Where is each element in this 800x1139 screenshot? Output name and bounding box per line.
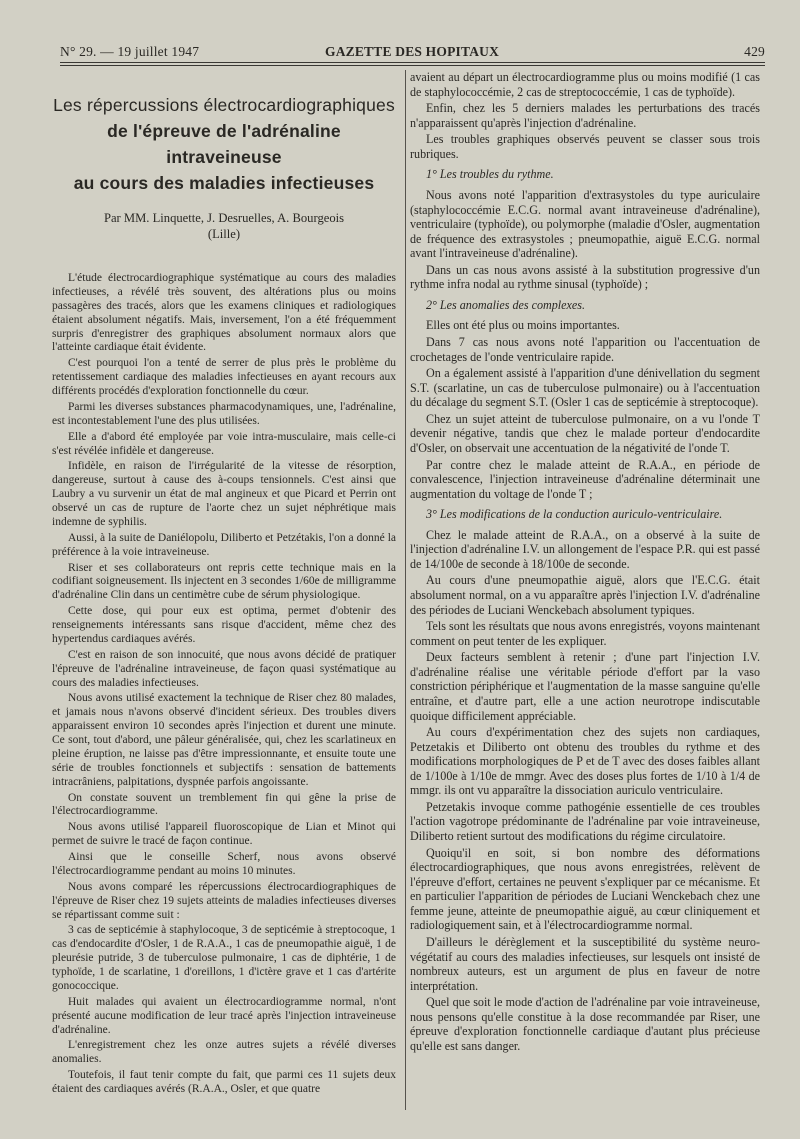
body-paragraph: C'est en raison de son innocuité, que nous avons décidé de pratiquer l'épreuve de l'adrénaline intraveineuse, de façon quasi systématique au cours des maladies infectieuses. bbox=[52, 648, 396, 689]
body-paragraph: Elle a d'abord été employée par voie intra-musculaire, mais celle-ci s'est révélée infidèle et dangereuse. bbox=[52, 430, 396, 457]
section-heading: 3° Les modifications de la conduction auriculo-ventriculaire. bbox=[426, 507, 723, 522]
body-paragraph: Riser et ses collaborateurs ont repris cette technique mais en la codifiant soigneusement. Ils injectent en 3 secondes 1/60e de milligramme d'adrénaline Clin dans un centimètre cube de sérum physiologique. bbox=[52, 561, 396, 602]
body-paragraph: Les troubles graphiques observés peuvent se classer sous trois rubriques. bbox=[410, 132, 760, 161]
right-column-body bbox=[410, 70, 760, 1053]
body-paragraph: Infidèle, en raison de l'irrégularité de la vitesse de résorption, dangereuse, surtout à cause des à-coups tensionnels. C'est ainsi que Laubry a vu survenir un état de mal angineux et que Picard et Perrin ont observé un cas de rupture de l'aorte chez un sujet néphrétique mais indemne de syphilis. bbox=[52, 460, 396, 528]
section-heading: 2° Les anomalies des complexes. bbox=[426, 297, 586, 312]
body-paragraph: 3 cas de septicémie à staphylocoque, 3 de septicémie à streptocoque, 1 cas d'endocardite d'Osler, 1 de R.A.A., 1 cas de pneumopathie aiguë, 1 de pleurésie putride, 3 de tuberculose pulmonaire, 1 cas de diphtérie, 1 de typhoïde, 1 de scarlatine, 1 d'oreillons, 1 d'ictère grave et 1 cas d'artérite gonococcique. bbox=[52, 924, 396, 992]
body-paragraph: Huit malades qui avaient un électrocardiogramme normal, n'ont présenté aucune modification de leur tracé après l'injection intraveineuse d'adrénaline. bbox=[52, 995, 396, 1036]
body-paragraph: Nous avons utilisé exactement la technique de Riser chez 80 malades, et jamais nous n'avons observé d'incident sérieux. Des troubles divers apparaissent environ 10 secondes après l'injection et durent une minute. Ce sont, tout d'abord, une pâleur généralisée, qui, chez les scarlatineux en pleine éruption, ne laisse pas d'être impressionnante, et ensuite toute une série de troubles fonctionnels et subjectifs : sensation de battements intracrâniens, palpitations, dyspnée parfois angoissante. bbox=[52, 692, 396, 788]
header-rule bbox=[60, 62, 765, 63]
section-heading: 1° Les troubles du rythme. bbox=[426, 167, 554, 182]
title-spacer bbox=[52, 242, 396, 272]
page-header bbox=[60, 44, 765, 64]
title-line-1: Les répercussions électrocardiographiques bbox=[53, 95, 395, 115]
right-column bbox=[410, 70, 760, 1055]
author-byline: Par MM. Linquette, J. Desruelles, A. Bourgeois bbox=[103, 211, 345, 225]
body-paragraph: Au cours d'expérimentation chez des sujets non cardiaques, Petzetakis et Diliberto ont obtenu des troubles du rythme et des modifications morphologiques de P et de T avec des doses faibles allant de 1/100e à 1/10e de mmgr. Avec des doses plus fortes de 1/10 à 1/4 de mmgr. ils ont vu apparaître la dissociation auriculo ventriculaire. bbox=[410, 725, 760, 798]
body-paragraph: Dans un cas nous avons assisté à la substitution progressive d'un rythme infra nodal au rythme sinusal (typhoïde) ; bbox=[410, 262, 760, 292]
header-rule-double bbox=[60, 65, 765, 66]
column-divider bbox=[405, 70, 406, 1110]
body-paragraph: On a également assisté à l'apparition d'une dénivellation du segment S.T. (scarlatine, un cas de tuberculose pulmonaire) ou à l'accentuation du décalage du segment S.T. (Osler 1 cas de septicémie à streptocoque). bbox=[410, 366, 760, 410]
body-paragraph: Toutefois, il faut tenir compte du fait, que parmi ces 11 sujets deux étaient des cardiaques avérés (R.A.A., Osler, et que quatre bbox=[52, 1069, 396, 1095]
issue-date: N° 29. — 19 juillet 1947 bbox=[60, 44, 200, 59]
body-paragraph: Nous avons noté l'apparition d'extrasystoles du type auriculaire (staphylococcémie E.C.G. normal avant intraveineuse d'adrénaline), ventriculaire (typhoïde), ou polymorphe (maladie d'Osler, augmentation de fréquence des extrasystoles ; pneumopathie, aiguë E.C.G. normal avant l'intraveineuse d'adrénaline). bbox=[410, 187, 760, 261]
publication-title: GAZETTE DES HOPITAUX bbox=[325, 44, 500, 59]
body-paragraph: On constate souvent un tremblement fin qui gêne la prise de l'électrocardiogramme. bbox=[52, 791, 396, 818]
body-paragraph: Nous avons utilisé l'appareil fluoroscopique de Lian et Minot qui permet de suivre le tracé de façon continue. bbox=[52, 821, 396, 848]
body-paragraph: Au cours d'une pneumopathie aiguë, alors que l'E.C.G. était absolument normal, on a vu apparaître après l'injection I.V. d'adrénaline des périodes de Luciani Wenckebach absolument typiques. bbox=[410, 573, 760, 617]
body-paragraph: Aussi, à la suite de Daniélopolu, Diliberto et Petzétakis, l'on a donné la préférence à la voie intraveineuse. bbox=[52, 531, 396, 558]
author-affiliation: (Lille) bbox=[207, 227, 241, 241]
body-paragraph: Deux facteurs semblent à retenir ; d'une part l'injection I.V. d'adrénaline réalise une véritable période d'effort par la vaso constriction périphérique et l'augmentation de la masse sanguine qu'elle entraîne, et d'autre part, elle a une action neurotrope indiscutable quoique difficilement appréciable. bbox=[410, 650, 760, 723]
body-paragraph: Tels sont les résultats que nous avons enregistrés, voyons maintenant comment on peut tenter de les expliquer. bbox=[410, 619, 760, 648]
body-paragraph: Parmi les diverses substances pharmacodynamiques, une, l'adrénaline, est incontestablement l'une des plus utilisées. bbox=[52, 400, 396, 427]
page-number: 429 bbox=[744, 44, 765, 59]
body-paragraph: C'est pourquoi l'on a tenté de serrer de plus près le problème du retentissement cardiaque des maladies infectieuses en ayant recours aux différents procédés d'exploration fonctionnelle du cœur. bbox=[52, 357, 396, 397]
left-column-body bbox=[52, 272, 396, 1097]
title-line-3: au cours des maladies infectieuses bbox=[73, 173, 375, 193]
left-column bbox=[52, 70, 396, 1099]
body-paragraph: Enfin, chez les 5 derniers malades les perturbations des tracés n'apparaissent qu'après l'injection d'adrénaline. bbox=[410, 101, 760, 130]
body-paragraph: Par contre chez le malade atteint de R.A.A., en période de convalescence, l'injection intraveineuse d'adrénaline déterminait une augmentation du voltage de l'onde T ; bbox=[410, 457, 760, 501]
title-line-2: de l'épreuve de l'adrénaline intraveineuse bbox=[107, 121, 341, 167]
body-paragraph: Petzetakis invoque comme pathogénie essentielle de ces troubles l'action vagotrope prédominante de l'adrénaline par voie intraveineuse, Diliberto retient surtout des modifications du régime circulatoire. bbox=[410, 799, 760, 843]
body-paragraph: Ainsi que le conseille Scherf, nous avons observé l'électrocardiogramme pendant au moins 10 minutes. bbox=[52, 851, 396, 877]
body-paragraph: Elles ont été plus ou moins importantes. bbox=[426, 318, 620, 333]
body-paragraph: Quel que soit le mode d'action de l'adrénaline par voie intraveineuse, nous pensons qu'elle constitue à la dose recommandée par Riser, une épreuve d'exploration fonctionnelle cardiaque d'autant plus précieuse qu'elle est sans danger. bbox=[410, 995, 760, 1053]
article-title bbox=[52, 92, 396, 196]
body-paragraph: L'enregistrement chez les onze autres sujets a révélé diverses anomalies. bbox=[52, 1039, 396, 1066]
body-paragraph: Cette dose, qui pour eux est optima, permet d'obtenir des renseignements intéressants sans risque d'accident, même chez des hypertendus cardiaques avérés. bbox=[52, 605, 396, 645]
body-paragraph: D'ailleurs le dérèglement et la susceptibilité du système neuro-végétatif au cours des maladies infectieuses, sur lesquels ont insisté de nombreux auteurs, est un argument de plus en faveur de notre interprétation. bbox=[410, 934, 760, 993]
body-paragraph: Dans 7 cas nous avons noté l'apparition ou l'accentuation de crochetages de l'onde ventriculaire rapide. bbox=[410, 335, 760, 364]
body-paragraph: Nous avons comparé les répercussions électrocardiographiques de l'épreuve de Riser chez 19 sujets atteints de maladies infectieuses diverses se répartissant comme suit : bbox=[52, 880, 396, 921]
body-paragraph: Quoiqu'il en soit, si bon nombre des déformations électrocardiographiques, que nous avons enregistrées, relèvent de l'épreuve d'effort, certaines ne peuvent s'expliquer par ce mécanisme. Et en particulier l'apparition de périodes de Luciani Wenckebach chez une femme jeune, atteinte de pneumopathie aiguë, au cœur cliniquement et radiologiquement sain, et à l'électrocardiogramme normal. bbox=[410, 845, 760, 933]
continued-paragraph: avaient au départ un électrocardiogramme plus ou moins modifié (1 cas de staphylococcémie, 2 cas de streptococcémie, 1 cas de typhoïde). bbox=[410, 70, 760, 99]
body-paragraph: L'étude électrocardiographique systématique au cours des maladies infectieuses, a révélé très souvent, des altérations plus ou moins passagères des tracés, alors que les examens cliniques et radiologiques étaient absolument négatifs. Mais, inversement, l'on a été fréquemment surpris d'enregistrer des graphiques absolument normaux alors que l'atteinte cardiaque était évidente. bbox=[52, 272, 396, 354]
body-paragraph: Chez un sujet atteint de tuberculose pulmonaire, on a vu l'onde T devenir négative, tandis que chez le malade porteur d'endocardite d'Osler, on observait une accentuation de la négativité de l'onde T. bbox=[410, 411, 760, 455]
body-paragraph: Chez le malade atteint de R.A.A., on a observé à la suite de l'injection d'adrénaline I.V. un allongement de l'espace P.R. qui est passé de 14/100e de seconde à 18/100e de seconde. bbox=[410, 527, 760, 571]
